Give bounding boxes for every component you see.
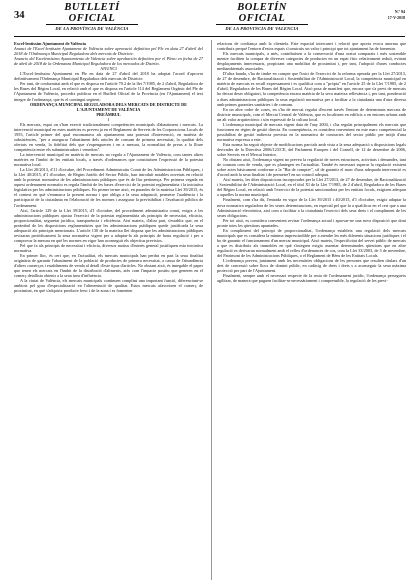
masthead-spanish <box>216 2 308 31</box>
paragraph: No obstant això, l'ordenança vigent no preveu la regulació de noves estructures, activitats i demandes, tant de consum com de venda, que es plantegen en l'actualitat. També és necessari superar la regulació existent sobre actes bàsicament conforme a la "Bia de compter", sif de garantir el marc d'una adequada intervenció es d'acord amb la seua finalitat i de permetre'l en un control adequat. <box>217 157 406 178</box>
paragraph: Així mateix, les dites disposicions incorporades per la Llei 27/2013, de 27 de desembre, de Racionalització i Sostenibilitat de l'Administració Local, en el títol XI de la Llei 7/1985, de 2 d'abril, Reguladora de les Bases del Règim Local, en relació amb l'exercici de la potestat sancionadora per les entitats locals, exigixen adequar a aquelles la norma municipal. <box>217 177 406 198</box>
masthead-spanish-subtitle: DE LA PROVINCIA DE VALENCIA <box>225 26 299 31</box>
paragraph: Anuncio del Excelentísimo Ayuntamiento de Valencia sobre aprobación definitiva por el Pleno en fecha de 27 de abril de 2018 de la Ordenanza Municipal Reguladora de los mercados de Distrito. <box>14 56 203 67</box>
issue-number: N.º 94 <box>394 9 405 14</box>
paragraph: La intervenció municipal en matèria de mercats no regula a l'Ajuntament de València, com tantes altres matèries en l'àmbit de les entitats locals, a través d'ordenances que constituïxen l'expressió de la potestat normativa local. <box>14 152 203 168</box>
page-number: 34 <box>14 10 25 21</box>
paragraph: PREÀMBUL <box>96 111 121 117</box>
paragraph: Per tant, de conformitat amb el que es disposa en l'article 70.2 de la llei 7/1985, de 2 d'abril, Reguladora de les Bases del Règim Local, en relació amb el que es disposa en l'article 114 del Reglament Orgànic del Ple de l'Ajuntament de València, procedix publicar en el Butlletí Oficial de la Província (en l'Ajuntament) el text íntegre de l'ordenança, que és el contingut següent: <box>14 81 203 102</box>
paragraph: A la ciutat de València, els mercats municipals continuen complint una important funció, diferenciant-se ambtots pel grau d'especialització en l'alimentació de qualitat. Estos mercats afavorixen el comerç de proximitat, en què s'adquirix producte fresc i de la zona i es fomenten <box>14 278 203 294</box>
paragraph: ANUNCI <box>100 66 117 72</box>
masthead-valencian-subtitle: DE LA PROVÍNCIA DE VALÈNCIA <box>55 26 129 31</box>
paragraph: Els mercats municipals, a més, contribuïxen a la conservació d'una oratut comparats i més sostenible mentre faciliten la compra de diverses categories de productes en un espai físic relativament reduït, evitant desplaçaments innecessaris, propiciant una mobilitat de proximitat i, per tant, l'adopció d'unes conductes mediambientals associades. <box>217 51 406 72</box>
issue-info <box>388 9 405 21</box>
paragraph: Els mercats, espai on s'han exercit tradicionalment competències municipals d'abastiment i mercats. La intervenció municipal en estes matèries es preveu ja en el Reglament de Serveis de les Corporacions Locals de 1955, l'article primer del qual encomanava als ajuntaments una potestat d'intervenció, en matèria de subsistències, "per a assegurar l'abastiment dels articles de consum de primera necessitat, la qualitat dels ofertats en venda, la fidelitat dels que s'expengueren i en a mesura, la normalitat de preus a la lliure competència entre els subministradors i venedors". <box>14 121 203 152</box>
column-divider <box>211 40 212 580</box>
paragraph: En compliment del principi de proporcionalitat, l'ordenança estableix una regulació dels mercats municipals que es considera la mínima imprescindible per a atendre les més diferents situacions jurídiques i el bo de garantir el funcionament d'un mercat municipal. Això mateix, l'especificitat del servei públic de mercats a que es distribuïx als immobles en què s'integren exigix assentar determinades qüestions que en altre regulació es derivaran normalment amb el reflex d'ordenances de cos, com la Llei 33/2003, de 3 de novembre, del Patrimoni de les Administracions Públiques, o el Reglament de Béns de les Entitats Locals. <box>217 227 406 258</box>
paragraph: La Llei 20/2013, d'11 d'octubre, del Procediment Administratiu Comú de les Administracions Públiques, i la Llei 40/2015, d'1 d'octubre, de Règim Jurídic del Sector Públic, han introduït notables novetats en relació amb la potestat normativa de les administracions públiques que és de llur pertinença. Per primera vegada en aquest ordenament normatiu es regula l'àmbit de les bases d'exercici de la potestat reglamentària i la iniciativa legislativa per les administracions públiques. En primer terme això, en paraules de la mateixa Llei 39/2015, és el context en què s'emmarca la present norma i que obliga a la seua adaptació, permetre l'audiència i la participació de la ciutadania en l'elaboració de les normes i assegurar la previsibilitat i l'avaluació pública de l'ordenament. <box>14 167 203 208</box>
paragraph: L'ordenança preveu, juntament amb les necessàries obligacions de les persones que resulten titulars d'un dret de concessió sobre llocs de domini públic, en cadàcig de drets i drets s a aconseguir la seua màxima protecció per part de l'Ajuntament. <box>217 258 406 274</box>
masthead-spanish-title: BOLETÍN OFICIAL <box>216 2 308 25</box>
page-header <box>0 0 413 38</box>
issue-date: 17-V-2018 <box>387 15 405 20</box>
paragraph: D'altra banda, s'ha de tindre en compte que l'inici de l'exercici de la reforma operada per la Llei 27/2013, de 27 de desembre, de Racionalització i Sostenibilitat de l'Administració Local, la competència municipal en matèria de mercats es recull expressament i es qualifica com a "pròpia" en l'article 25 de la Llei 7/1985, de 2 d'abril, Reguladora de les Bases del Règim Local. Això posa de manifest que, encara que s'a previ de mercats ho deixat deser obligatori, la competència encara matèria de la seva mateixa rellevància i, per tant, ponderació a dues administracions públiques la seua regulació normativa per a facilitar a la ciutadania una d'atra diversa amb primes garanties sanitàries i de consum. <box>217 71 406 107</box>
paragraph: Així, l'article 129 de la Llei 39/2015, d'1 d'octubre, del procediment administratiu comú, exigix a les administracions públiques ajustar l'exercici de la potestat reglamentària als principis de necessitat, eficàcia, proporcionalitat, seguretat jurídica, transparència i eficiència. Així mateix, d'altra part, s'establix que, en el preàmbul de les disposicions reglamentàries que les administracions publiquen quede justificada la seua adequació als principis mencionats. L'article 130 de la mateixa llei disposa que les administracions públiques revisaran periòdicament la seua normativa vigent per a adaptar-la als principis de bona regulació i per a comprovar la mesura en què les normes en vigor han aconseguit els objectius previstos. <box>14 207 203 243</box>
paragraph: Finalment, sempre amb el necessari respecte de la resta de l'ordenament jurídic, l'ordenança persegueix agilitzar, de manera que puguen facilitar-se necessàriament i comprensible, la regulació de les previ- <box>217 273 406 284</box>
paragraph: Anunci de l'Excel·lentíssim Ajuntament de València sobre aprovació definitiva pel Ple en data 27 d'abril del 2018 de l'Ordenança Municipal Reguladora dels mercats de Districte. <box>14 46 203 57</box>
paragraph: relacions de confiança amb la clientela. Este espacial intercanvi i relació que aporta evoca anorma que contribuïx perquè l'entorn d'estos espais s'construïx un valor i principi que tot ajuntament ha de fomentar. <box>217 41 406 52</box>
right-column <box>217 41 406 283</box>
left-column <box>14 41 203 293</box>
paragraph: L'Excel·lentíssim Ajuntament en Ple en data de 27 d'abril del 2018 ha adoptat l'acord d'aprovar definitivament l'Ordenança Municipal Reguladora dels mercats de Districte. <box>14 71 203 82</box>
masthead-valencian-title: BUTLLETÍ OFICIAL <box>46 2 138 25</box>
paragraph: En un altre ordre de coses, en s'ha de mercat regulat d'escent través l'entorn de determinats mercats de districte municipals, com el Mercat Central de València, que es localitzen en edificis o en entorns urbans amb un alt valor arquitectònic i són expressió de la cultura local. <box>217 106 406 122</box>
paragraph: ORDENANÇA MUNICIPAL REGULADORA DELS MERCATS DE DISTRICTE DE L'AJUNTAMENT DE VALÈNCIA <box>30 101 187 112</box>
paragraph: L'ordenança municipal de mercats vigent data de l'any 2004, i s'ha regulat principalment els mercats que funcionen en règim de gestió directa. En conseqüència, es considera convenient en este marc competencial la possibilitat de gestió indirecta prevista en la normativa de contractes del sector públic per mitjà d'una normativa expressa a este. <box>217 121 406 142</box>
masthead-valencian <box>46 2 138 31</box>
paragraph: Excel·lentíssim Ajuntament de València <box>14 41 86 46</box>
paragraph: Pel que fa als principis de necessitat i eficàcia, diversos motius d'interès general justifiquen esta iniciativa normativa. <box>14 242 203 253</box>
header-rule <box>14 36 405 37</box>
paragraph: I <box>107 116 110 122</box>
paragraph: Per tot això, es considera convenient revisar l'ordenança actual i aprovar-ne una nova disposició que doni pronte totes les qüestions apuntades. <box>217 217 406 228</box>
paragraph: En primer lloc, és cert que, en l'actualitat, els mercats municipals han perdut en part la seua finalitat originària de garantir l'abastiment de la població de productes de primera necessitat, a causa de l'abundància d'altres comerços i establiments de venda al detall d'este tipus d'articles. No obstant això, és innegable el paper que tenen els mercats en l'àmbit de la distribució d'aliments, atès com l'impacte positiu que generen en el comerç detallista obtenir a la seua àrea d'influència. <box>14 252 203 279</box>
paragraph: Finalment, com s'ha dit, l'entrada en vigor de la Llei 39/2015 i 40/2015, d'1 d'octubre, exigix adaptar la nova normativa reguladora de les seues determinacions, en especial pel que fa a qualificar en el cert que a una Administració electrònica, així com a facilitar a la ciutadania l'exercici dels seus drets i el compliment de les seues obligacions. <box>217 197 406 218</box>
paragraph: Esta norma ha seguit objecte de modificacions parcials amb vista a la seua adequació a disposicions legals derivades de la Directiva 2006/123/CE, del Parlament Europeu i del Consell, de 12 de desembre de 2006, sobre Serveis en el Mercat Interior. <box>217 141 406 158</box>
